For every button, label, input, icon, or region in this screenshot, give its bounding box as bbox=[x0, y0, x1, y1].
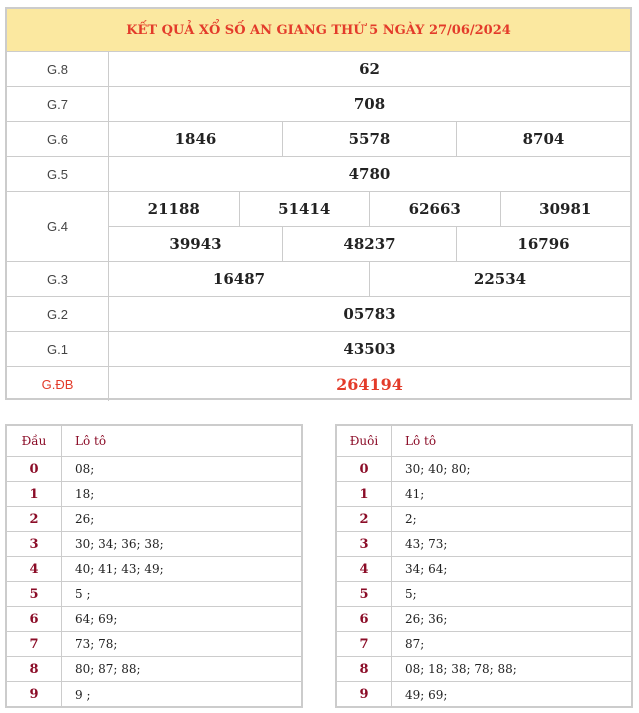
row-key: 7 bbox=[337, 632, 392, 656]
prize-number: 21188 bbox=[147, 200, 200, 218]
row-value: 80; 87; 88; bbox=[75, 662, 141, 676]
table-row bbox=[7, 532, 301, 557]
table-row bbox=[337, 457, 631, 482]
table-row bbox=[7, 582, 301, 607]
row-key: 1 bbox=[7, 482, 62, 506]
prize-number: 22534 bbox=[369, 262, 630, 296]
prize-number: 30981 bbox=[500, 192, 631, 226]
prize-row-g8 bbox=[7, 52, 630, 87]
table-row bbox=[7, 632, 301, 657]
table-row bbox=[7, 482, 301, 507]
row-key: 9 bbox=[7, 682, 62, 707]
header-value: Lô tô bbox=[405, 434, 437, 448]
row-key: 2 bbox=[7, 507, 62, 531]
results-title: KẾT QUẢ XỔ SỐ AN GIANG THỨ 5 NGÀY 27/06/2024 bbox=[7, 9, 630, 52]
row-value: 26; 36; bbox=[405, 612, 448, 626]
prize-row-g6 bbox=[7, 122, 630, 157]
table-row bbox=[7, 607, 301, 632]
prize-label: G.6 bbox=[7, 122, 109, 156]
prize-label: G.5 bbox=[7, 157, 109, 191]
prize-label: G.1 bbox=[7, 332, 109, 366]
table-row bbox=[337, 557, 631, 582]
prize-row-g4 bbox=[7, 192, 630, 262]
results-table bbox=[5, 7, 632, 400]
table-row bbox=[7, 657, 301, 682]
prize-number: 16796 bbox=[456, 227, 630, 261]
prize-number: 16487 bbox=[212, 270, 266, 288]
prize-number: 5578 bbox=[282, 122, 456, 156]
row-value: 49; 69; bbox=[405, 687, 448, 702]
table-row bbox=[337, 532, 631, 557]
row-value: 41; bbox=[405, 487, 425, 501]
row-key: 7 bbox=[7, 632, 62, 656]
special-prize-number: 264194 bbox=[336, 374, 403, 394]
row-key: 3 bbox=[337, 532, 392, 556]
row-key: 8 bbox=[7, 657, 62, 681]
table-row bbox=[7, 507, 301, 532]
loto-head-table bbox=[5, 424, 303, 708]
prize-row-g1 bbox=[7, 332, 630, 367]
table-row bbox=[337, 657, 631, 682]
prize-label: G.4 bbox=[7, 192, 109, 261]
row-value: 64; 69; bbox=[75, 612, 118, 626]
prize-number: 8704 bbox=[456, 122, 630, 156]
prize-number: 48237 bbox=[282, 227, 456, 261]
prize-label: G.8 bbox=[7, 52, 109, 86]
prize-number: 43503 bbox=[343, 340, 396, 358]
row-key: 4 bbox=[7, 557, 62, 581]
prize-label: G.7 bbox=[7, 87, 109, 121]
row-value: 5; bbox=[405, 587, 417, 601]
table-row bbox=[337, 682, 631, 707]
header-key: Đầu bbox=[7, 426, 62, 456]
row-value: 34; 64; bbox=[405, 562, 448, 576]
prize-number: 1846 bbox=[174, 130, 217, 148]
prize-row-special bbox=[7, 367, 630, 401]
row-key: 0 bbox=[337, 457, 392, 481]
prize-number: 708 bbox=[353, 95, 386, 113]
table-row bbox=[7, 682, 301, 707]
prize-number: 05783 bbox=[343, 305, 396, 323]
row-value: 08; bbox=[75, 462, 95, 476]
row-key: 6 bbox=[7, 607, 62, 631]
table-row bbox=[337, 582, 631, 607]
table-header bbox=[337, 426, 631, 457]
prize-number: 62663 bbox=[369, 192, 500, 226]
row-value: 43; 73; bbox=[405, 537, 448, 551]
prize-label: G.3 bbox=[7, 262, 109, 296]
row-value: 73; 78; bbox=[75, 637, 118, 651]
row-value: 5 ; bbox=[75, 587, 91, 601]
row-value: 30; 34; 36; 38; bbox=[75, 537, 164, 551]
row-value: 87; bbox=[405, 637, 425, 651]
table-row bbox=[7, 457, 301, 482]
row-key: 2 bbox=[337, 507, 392, 531]
prize-row-g5 bbox=[7, 157, 630, 192]
prize-number: 39943 bbox=[169, 235, 222, 253]
table-header bbox=[7, 426, 301, 457]
row-key: 1 bbox=[337, 482, 392, 506]
row-value: 30; 40; 80; bbox=[405, 462, 471, 476]
loto-tail-table bbox=[335, 424, 633, 708]
row-key: 8 bbox=[337, 657, 392, 681]
row-key: 6 bbox=[337, 607, 392, 631]
prize-number: 4780 bbox=[348, 165, 391, 183]
table-row bbox=[337, 607, 631, 632]
prize-number: 62 bbox=[359, 60, 380, 78]
row-key: 0 bbox=[7, 457, 62, 481]
row-value: 2; bbox=[405, 512, 417, 526]
prize-row-g7 bbox=[7, 87, 630, 122]
table-row bbox=[7, 557, 301, 582]
table-row bbox=[337, 482, 631, 507]
row-value: 40; 41; 43; 49; bbox=[75, 562, 164, 576]
row-value: 08; 18; 38; 78; 88; bbox=[405, 662, 517, 676]
row-key: 3 bbox=[7, 532, 62, 556]
header-value: Lô tô bbox=[75, 434, 107, 448]
prize-row-g3 bbox=[7, 262, 630, 297]
row-value: 9 ; bbox=[75, 687, 91, 702]
table-row bbox=[337, 632, 631, 657]
row-value: 26; bbox=[75, 512, 95, 526]
prize-label: G.2 bbox=[7, 297, 109, 331]
header-key: Đuôi bbox=[337, 426, 392, 456]
row-value: 18; bbox=[75, 487, 95, 501]
row-key: 5 bbox=[7, 582, 62, 606]
prize-row-g2 bbox=[7, 297, 630, 332]
row-key: 4 bbox=[337, 557, 392, 581]
prize-number: 51414 bbox=[239, 192, 370, 226]
row-key: 9 bbox=[337, 682, 392, 707]
table-row bbox=[337, 507, 631, 532]
special-prize-label: G.ĐB bbox=[7, 367, 109, 401]
row-key: 5 bbox=[337, 582, 392, 606]
